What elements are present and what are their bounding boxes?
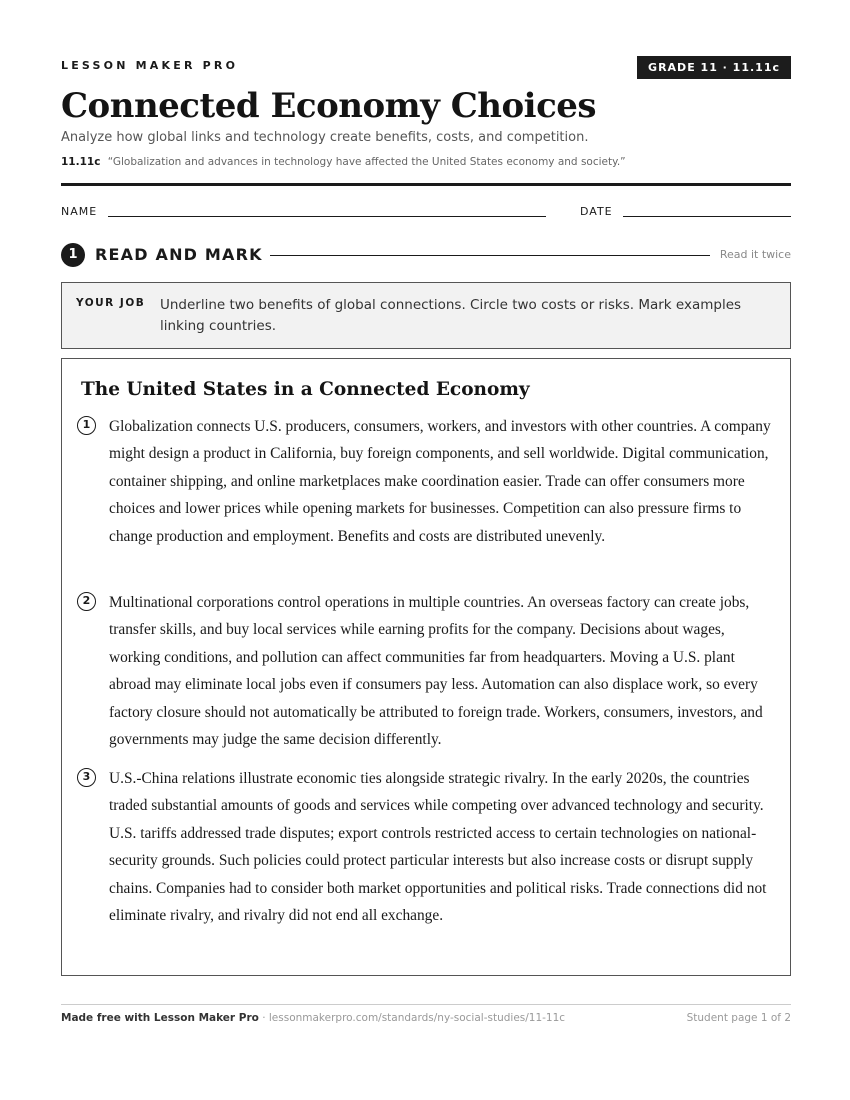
paragraph-number-badge: 3 bbox=[77, 768, 96, 787]
standard-line bbox=[61, 156, 626, 168]
reading-passage-box bbox=[61, 358, 791, 976]
name-label: NAME bbox=[61, 205, 98, 218]
standard-code: 11.11c bbox=[61, 156, 101, 168]
section-title: READ AND MARK bbox=[95, 245, 263, 264]
date-field[interactable] bbox=[623, 216, 791, 217]
your-job-label: YOUR JOB bbox=[76, 297, 146, 309]
section-header-read-and-mark bbox=[61, 242, 791, 268]
footer-url[interactable]: lessonmakerpro.com/standards/ny-social-studies/11-11c bbox=[268, 1012, 566, 1024]
top-bar bbox=[61, 56, 791, 80]
header-divider bbox=[61, 183, 791, 186]
paragraph-number-badge: 1 bbox=[77, 416, 96, 435]
reading-paragraph: Multinational corporations control operations in multiple countries. An overseas factory can create jobs, transfer skills, and buy local services while earning profits for the company. Decisions about wages, working conditions, and pollution can affect communities far from headquarters. Moving a U.S. plant abroad may eliminate local jobs even if consumers pay less. Automation can also displace work, so every factory closure should not automatically be attributed to foreign trade. Workers, consumers, investors, and governments may judge the same decision differently. bbox=[109, 594, 763, 749]
reading-paragraph: U.S.-China relations illustrate economic ties alongside strategic rivalry. In the early 2020s, the countries traded substantial amounts of goods and services while competing over advanced technology and security. U.S. tariffs addressed trade disputes; export controls restricted access to certain technologies on national-security grounds. Such policies could protect particular interests but also increase costs or disrupt supply chains. Companies had to consider both market opportunities and political risks. Trade connections did not eliminate rivalry, and rivalry did not end all exchange. bbox=[109, 770, 767, 925]
footer-page-label: Student page 1 of 2 bbox=[686, 1012, 791, 1024]
brand-name: LESSON MAKER PRO bbox=[61, 59, 239, 72]
footer-separator: · bbox=[258, 1012, 269, 1024]
paragraph-number-badge: 2 bbox=[77, 592, 96, 611]
step-number-badge: 1 bbox=[61, 243, 85, 267]
name-field[interactable] bbox=[108, 216, 546, 217]
section-note: Read it twice bbox=[719, 248, 791, 261]
footer-made-with: Made free with Lesson Maker Pro bbox=[61, 1012, 259, 1024]
grade-badge: GRADE 11 · 11.11c bbox=[637, 56, 791, 79]
page-title: Connected Economy Choices bbox=[61, 86, 597, 126]
standard-text: “Globalization and advances in technology have affected the United States economy and society.” bbox=[107, 156, 626, 168]
footer-divider bbox=[61, 1004, 791, 1005]
footer-credit bbox=[61, 1012, 565, 1024]
reading-paragraph: Globalization connects U.S. producers, consumers, workers, and investors with other countries. A company might design a product in California, buy foreign components, and sell worldwide. Digital communication, container shipping, and online marketplaces make coordination easier. Trade can offer consumers more choices and lower prices while opening markets for businesses. Competition can also pressure firms to change production and employment. Benefits and costs are distributed unevenly. bbox=[109, 418, 771, 545]
student-fields bbox=[61, 205, 791, 221]
page-subtitle: Analyze how global links and technology create benefits, costs, and competition. bbox=[61, 130, 589, 145]
section-divider bbox=[270, 255, 710, 256]
your-job-box bbox=[61, 282, 791, 349]
your-job-instructions: Underline two benefits of global connections. Circle two costs or risks. Mark examples linking countries. bbox=[160, 297, 742, 334]
reading-title: The United States in a Connected Economy bbox=[81, 379, 530, 400]
date-label: DATE bbox=[580, 205, 613, 218]
